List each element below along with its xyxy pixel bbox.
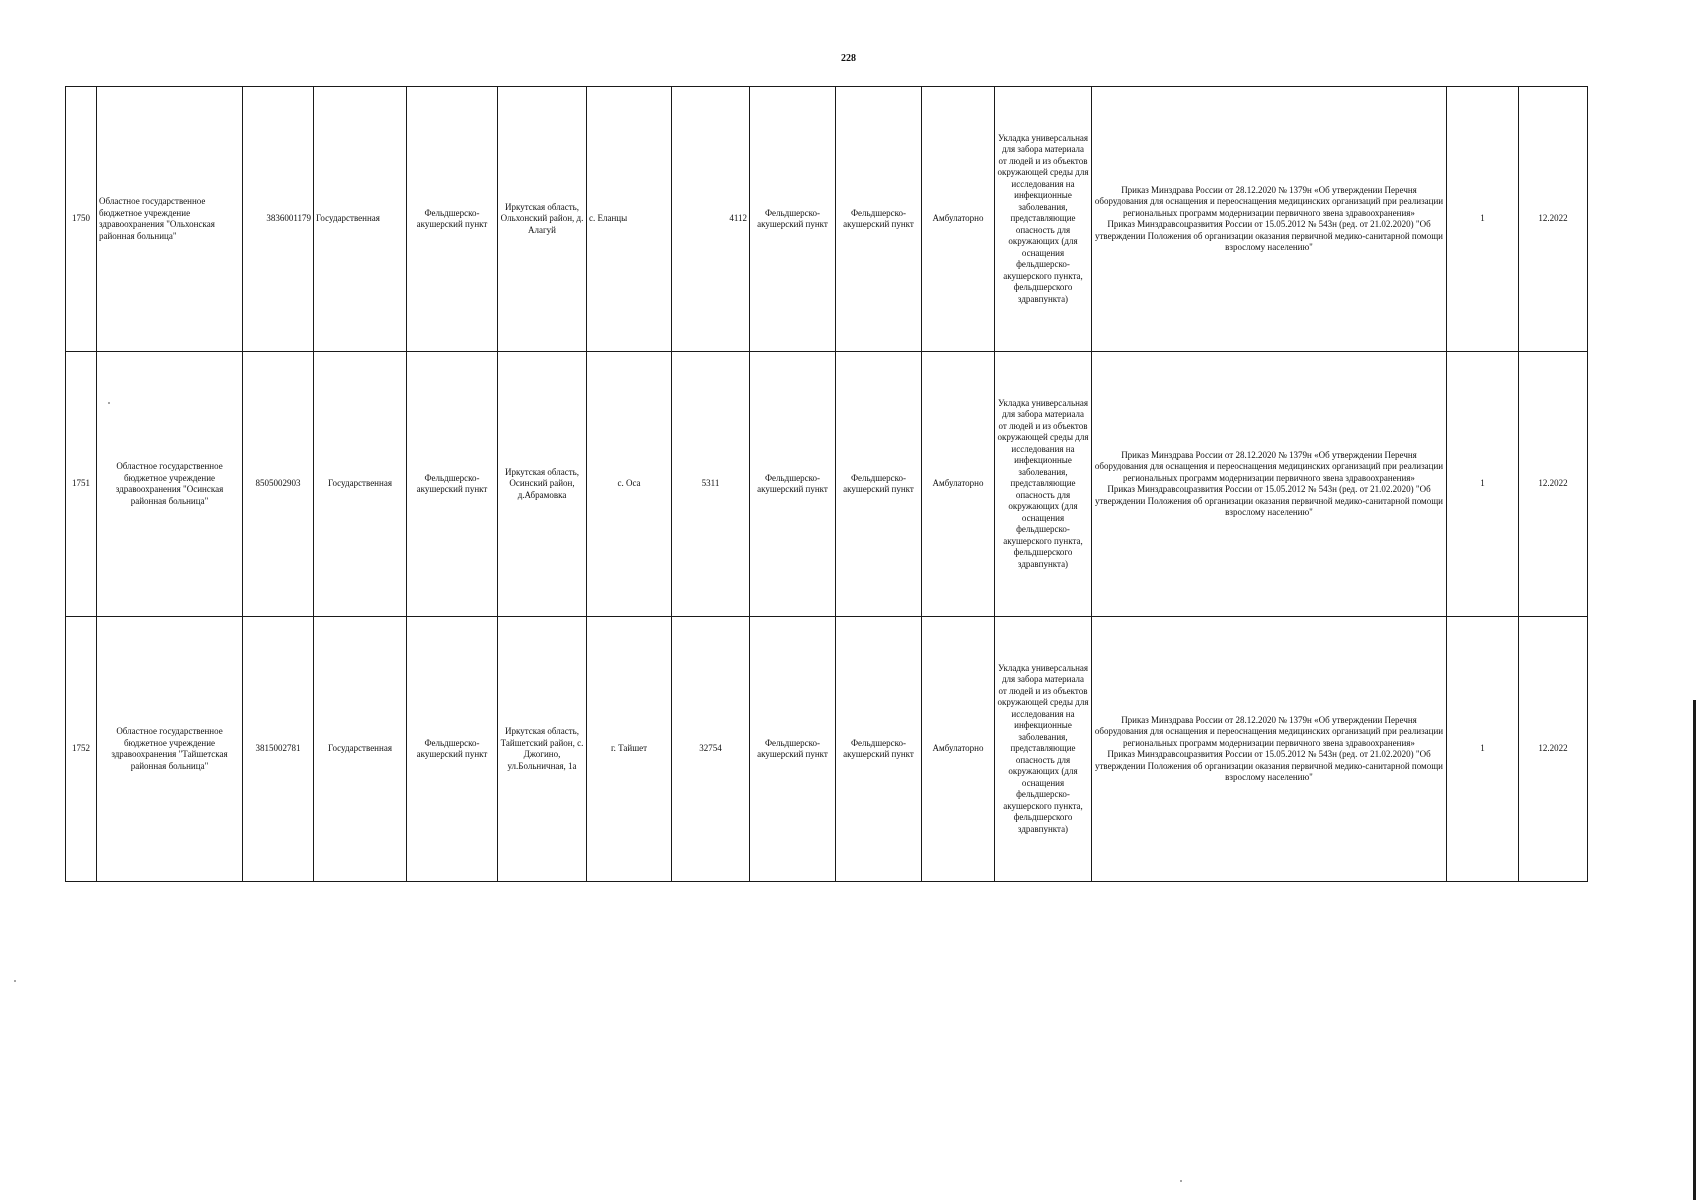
- ownership-cell: Государственная: [314, 87, 407, 352]
- scan-speck: [14, 980, 16, 982]
- population-cell: 32754: [672, 617, 750, 882]
- quantity-cell: 1: [1447, 352, 1519, 617]
- care-form-cell: Амбулаторно: [922, 352, 995, 617]
- legal-basis-order-1379n: Приказ Минздрава России от 28.12.2020 № 1379н «Об утверждении Перечня оборудования для оснащения и переоснащения медицинских организаций при реализации региональных программ модернизации первичного звена здравоохранения»: [1094, 714, 1444, 748]
- address-cell: Иркутская область, Осинский район, д.Абрамовка: [498, 352, 587, 617]
- equipment-cell: Укладка универсальная для забора материала от людей и из объектов окружающей среды для исследования на инфекционные заболевания, представляющие опасность для окружающих (для оснащения фельдшерско-акушерского пункта, фельдшерского здравпункта): [995, 87, 1092, 352]
- population-cell: 4112: [672, 87, 750, 352]
- legal-basis-order-543n: Приказ Минздравсоцразвития России от 15.05.2012 № 543н (ред. от 21.02.2020) "Об утверждении Положения об организации оказания первичной медико-санитарной помощи взрослому населению": [1095, 484, 1443, 517]
- subdivision-cell: Фельдшерско-акушерский пункт: [750, 617, 836, 882]
- table-row: [66, 617, 1588, 882]
- institution-cell: Областное государственное бюджетное учреждение здравоохранения "Осинская районная больница": [97, 352, 243, 617]
- date-cell: 12.2022: [1519, 352, 1588, 617]
- institution-cell: Областное государственное бюджетное учреждение здравоохранения "Тайшетская районная больница": [97, 617, 243, 882]
- address-cell: Иркутская область, Тайшетский район, с. Джогино, ул.Больничная, 1а: [498, 617, 587, 882]
- quantity-cell: 1: [1447, 87, 1519, 352]
- population-cell: 5311: [672, 352, 750, 617]
- quantity-cell: 1: [1447, 617, 1519, 882]
- legal-basis-cell: [1092, 617, 1447, 882]
- unit-type-cell: Фельдшерско-акушерский пункт: [407, 352, 498, 617]
- ownership-cell: Государственная: [314, 352, 407, 617]
- subdivision-cell: Фельдшерско-акушерский пункт: [750, 87, 836, 352]
- inn-cell: 3836001179: [243, 87, 314, 352]
- table-row: [66, 352, 1588, 617]
- row-number-cell: 1752: [66, 617, 97, 882]
- subdivision-cell: Фельдшерско-акушерский пункт: [750, 352, 836, 617]
- legal-basis-cell: [1092, 87, 1447, 352]
- department-cell: Фельдшерско-акушерский пункт: [836, 352, 922, 617]
- department-cell: Фельдшерско-акушерский пункт: [836, 87, 922, 352]
- scan-edge-mark: [1693, 700, 1696, 1200]
- unit-type-cell: Фельдшерско-акушерский пункт: [407, 87, 498, 352]
- row-number-cell: 1750: [66, 87, 97, 352]
- settlement-cell: с. Еланцы: [587, 87, 672, 352]
- address-cell: Иркутская область, Ольхонский район, д. Алагуй: [498, 87, 587, 352]
- legal-basis-order-1379n: Приказ Минздрава России от 28.12.2020 № 1379н «Об утверждении Перечня оборудования для оснащения и переоснащения медицинских организаций при реализации региональных программ модернизации первичного звена здравоохранения»: [1094, 449, 1444, 483]
- care-form-cell: Амбулаторно: [922, 617, 995, 882]
- date-cell: 12.2022: [1519, 87, 1588, 352]
- scan-speck: [1180, 1180, 1182, 1182]
- ownership-cell: Государственная: [314, 617, 407, 882]
- settlement-cell: г. Тайшет: [587, 617, 672, 882]
- equipment-cell: Укладка универсальная для забора материала от людей и из объектов окружающей среды для исследования на инфекционные заболевания, представляющие опасность для окружающих (для оснащения фельдшерско-акушерского пункта, фельдшерского здравпункта): [995, 352, 1092, 617]
- settlement-cell: с. Оса: [587, 352, 672, 617]
- row-number-cell: 1751: [66, 352, 97, 617]
- legal-basis-order-1379n: Приказ Минздрава России от 28.12.2020 № 1379н «Об утверждении Перечня оборудования для оснащения и переоснащения медицинских организаций при реализации региональных программ модернизации первичного звена здравоохранения»: [1094, 184, 1444, 218]
- legal-basis-order-543n: Приказ Минздравсоцразвития России от 15.05.2012 № 543н (ред. от 21.02.2020) "Об утверждении Положения об организации оказания первичной медико-санитарной помощи взрослому населению": [1095, 749, 1443, 782]
- inn-cell: 3815002781: [243, 617, 314, 882]
- equipment-registry-table: [65, 86, 1588, 882]
- unit-type-cell: Фельдшерско-акушерский пункт: [407, 617, 498, 882]
- legal-basis-cell: [1092, 352, 1447, 617]
- care-form-cell: Амбулаторно: [922, 87, 995, 352]
- institution-cell: Областное государственное бюджетное учреждение здравоохранения "Ольхонская районная больница": [97, 87, 243, 352]
- inn-cell: 8505002903: [243, 352, 314, 617]
- table-row: [66, 87, 1588, 352]
- scan-speck: [108, 402, 110, 404]
- department-cell: Фельдшерско-акушерский пункт: [836, 617, 922, 882]
- date-cell: 12.2022: [1519, 617, 1588, 882]
- legal-basis-order-543n: Приказ Минздравсоцразвития России от 15.05.2012 № 543н (ред. от 21.02.2020) "Об утверждении Положения об организации оказания первичной медико-санитарной помощи взрослому населению": [1095, 219, 1443, 252]
- page-number: 228: [841, 53, 856, 64]
- equipment-cell: Укладка универсальная для забора материала от людей и из объектов окружающей среды для исследования на инфекционные заболевания, представляющие опасность для окружающих (для оснащения фельдшерско-акушерского пункта, фельдшерского здравпункта): [995, 617, 1092, 882]
